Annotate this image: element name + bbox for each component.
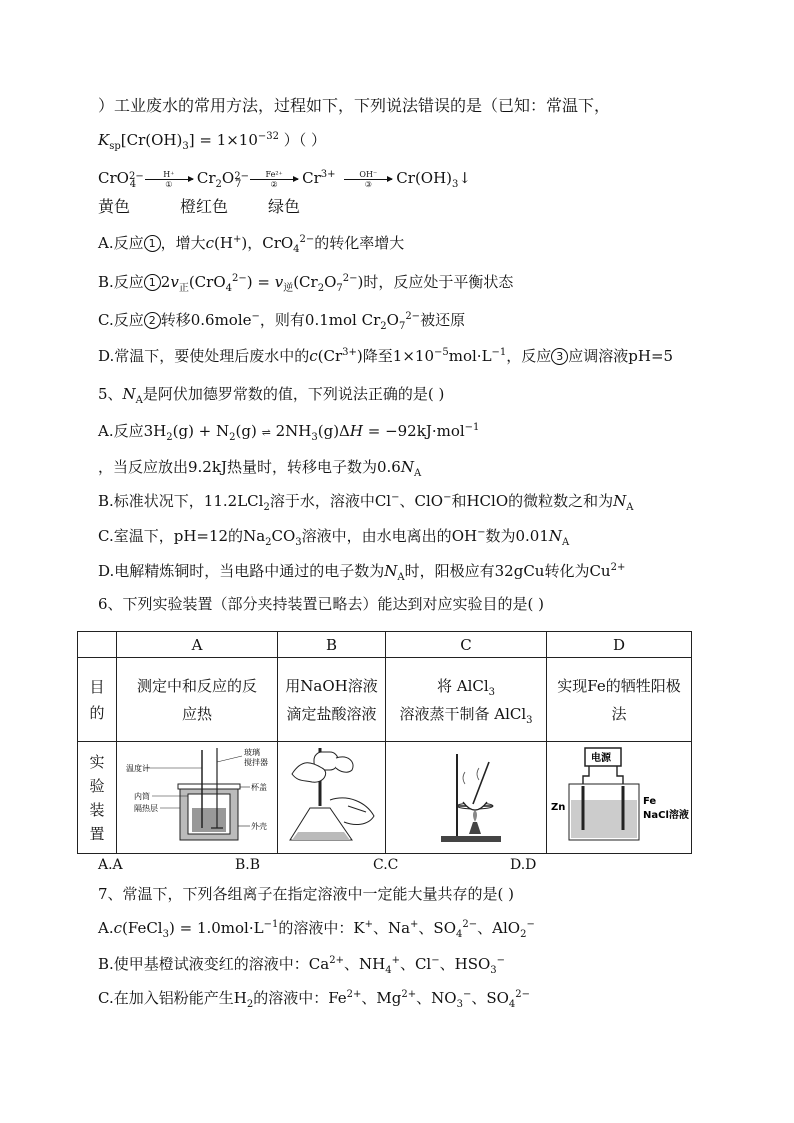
svg-text:内筒: 内筒 bbox=[134, 791, 150, 801]
row-label-purpose: 目的 bbox=[78, 658, 117, 742]
svg-text:搅拌器: 搅拌器 bbox=[244, 757, 268, 767]
svg-text:温度计: 温度计 bbox=[126, 763, 150, 773]
q4-option-a: A.反应 1 ，增大c(H+)，CrO$_4^{2-}$的转化率增大 bbox=[98, 234, 405, 255]
q5-option-b: B.标准状况下，11.2LCl$_2$溶于水，溶液中Cl−、ClO−和HClO的微粒数之和为$N_A$ bbox=[98, 492, 634, 513]
q4-option-d: D.常温下，要使处理后废水中的$c(Cr^{3+})$降至$1\times 10^{-5}mol\cdot L^{-1}$，反应 3 应调溶液pH=5 bbox=[98, 347, 674, 365]
q6-option-a: A.A bbox=[98, 857, 123, 873]
q6-option-c: C.C bbox=[373, 857, 399, 873]
q4-option-b: B.反应 1 $2v_正(CrO_4^{2-}) = v_逆(Cr_2O_7^{2-})$时，反应处于平衡状态 bbox=[98, 273, 514, 294]
svg-text:Zn: Zn bbox=[551, 801, 566, 813]
evaporation-figure bbox=[391, 744, 541, 848]
q4-option-c: C.反应 2 转移0.6mole−，则有0.1mol $Cr_2O_7^{2-}$被还原 bbox=[98, 311, 466, 332]
q6-table bbox=[77, 631, 692, 854]
q5-option-d: D.电解精炼铜时，当电路中通过的电子数为$N_A$时，阳极应有32gCu转化为$Cu^{2+}$ bbox=[98, 562, 626, 583]
svg-text:Fe: Fe bbox=[643, 795, 657, 807]
titration-figure bbox=[282, 744, 382, 848]
q6-option-b: B.B bbox=[235, 857, 261, 873]
arrow-1: H⁺ ① bbox=[145, 170, 193, 189]
apparatus-c bbox=[386, 742, 547, 854]
purpose-d: 实现Fe的牺牲阳极法 bbox=[547, 658, 692, 742]
q6-stem: 6、下列实验装置（部分夹持装置已略去）能达到对应实验目的是( ) bbox=[98, 595, 545, 613]
arrow-3: OH⁻ ③ bbox=[344, 170, 392, 189]
q7-stem: 7、常温下，下列各组离子在指定溶液中一定能大量共存的是( ) bbox=[98, 885, 515, 903]
q4-scheme: CrO$^{2-}_4$ H⁺ ① $Cr_2O^{2-}_7$ Fe²⁺ ② $Cr^{3+}$ OH⁻ ③ $Cr(OH)_3↓$ bbox=[98, 169, 471, 190]
row-label-apparatus: 实验装置 bbox=[78, 742, 117, 854]
purpose-c: 将 AlCl$_3$ 溶液蒸干制备 AlCl$_3$ bbox=[386, 658, 547, 742]
svg-text:杯盖: 杯盖 bbox=[251, 782, 267, 792]
q4-bracket: ）（ ） bbox=[279, 131, 327, 149]
purpose-b: 用NaOH溶液滴定盐酸溶液 bbox=[278, 658, 386, 742]
q4-intro: ）工业废水的常用方法，过程如下，下列说法错误的是（已知：常温下， bbox=[98, 96, 611, 115]
q5-option-a: A.反应$3H_2(g) + N_2(g)$ ⇌ $2NH_3(g)\Delta H = -92kJ\cdot mol^{-1}$ bbox=[98, 422, 480, 443]
purpose-a: 测定中和反应的反应热 bbox=[117, 658, 278, 742]
header-a: A bbox=[117, 632, 278, 658]
header-d: D bbox=[547, 632, 692, 658]
q5-option-a-cont: ，当反应放出9.2kJ热量时，转移电子数为$0.6N_A$ bbox=[98, 458, 422, 479]
apparatus-b bbox=[278, 742, 386, 854]
q5-option-c: C.室温下，pH=12的$Na_2CO_3$溶液中，由水电离出的OH−数为$0.01N_A$ bbox=[98, 527, 570, 548]
q4-colors: 黄色 橙红色 绿色 bbox=[98, 197, 301, 216]
q7-option-b: B.使甲基橙试液变红的溶液中：$Ca^{2+}$、$NH_4^+$、Cl−、$HSO_3^-$ bbox=[98, 955, 506, 976]
svg-text:NaCl溶液: NaCl溶液 bbox=[643, 809, 689, 821]
svg-text:隔热层: 隔热层 bbox=[134, 803, 158, 813]
header-b: B bbox=[278, 632, 386, 658]
q7-option-c: C.在加入铝粉能产生$H_2$的溶液中：$Fe^{2+}$、$Mg^{2+}$、$NO_3^-$、$SO_4^{2-}$ bbox=[98, 989, 531, 1010]
apparatus-a bbox=[117, 742, 278, 854]
q6-option-d: D.D bbox=[510, 857, 537, 873]
q7-option-a: A.c(FeCl$_3$) = $1.0mol\cdot L^{-1}$的溶液中：K+、Na+、$SO_4^{2-}$、AlO$_2$− bbox=[98, 919, 535, 940]
q4-ksp-line: $K_{sp}[Cr(OH)_3] = 1\times 10^{-32}$ ）（ ） bbox=[98, 131, 327, 152]
arrow-2: Fe²⁺ ② bbox=[250, 170, 298, 189]
svg-text:外壳: 外壳 bbox=[251, 821, 267, 831]
q5-stem: 5、$N_A$是阿伏加德罗常数的值，下列说法正确的是( ) bbox=[98, 385, 445, 406]
calorimeter-figure bbox=[122, 744, 272, 848]
header-c: C bbox=[386, 632, 547, 658]
svg-text:电源: 电源 bbox=[591, 752, 611, 764]
apparatus-d bbox=[547, 742, 692, 854]
svg-text:玻璃: 玻璃 bbox=[244, 747, 260, 757]
electrolysis-figure bbox=[549, 744, 689, 848]
header-blank bbox=[78, 632, 117, 658]
